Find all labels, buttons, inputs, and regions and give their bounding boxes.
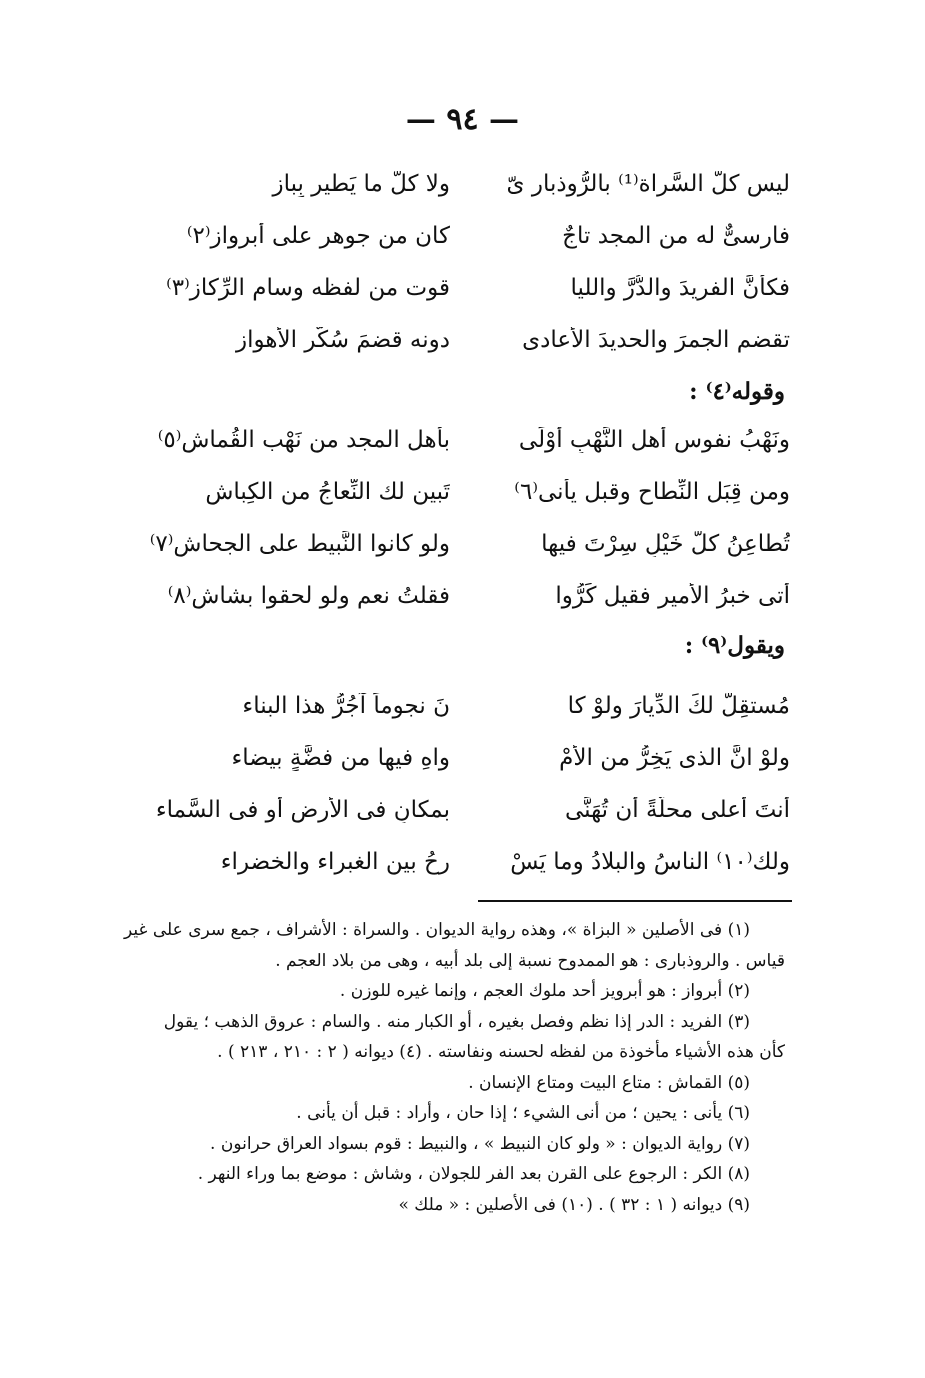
footnotes: [110, 915, 785, 1220]
poem-group-1: [150, 158, 790, 366]
verse-second-hemistich: نَ نجوماً آجُرُّ هذا البناء: [242, 693, 450, 719]
verse-first-hemistich: فكأنَّ الفريدَ والدُّرَّ والليا: [570, 275, 790, 301]
verse-first-hemistich: ومن قِبَل النِّطاح وقبل يأْنى⁽٦⁾: [514, 479, 790, 505]
footnote-line: (٢) أبرواز : هو أبرويز أحد ملوك العجم ، وإنما غيره للوزن .: [339, 981, 750, 1001]
verse-first-hemistich: فارسىٌّ له من المجد تاجٌ: [562, 223, 790, 249]
verse-second-hemistich: بأهل المجد من نَهْب القُماش⁽٥⁾: [157, 427, 450, 453]
verse-line: [150, 518, 790, 570]
verse-first-hemistich: ولوْ انَّ الذى يَخِرُّ من الأمْ: [559, 745, 790, 771]
footnote-divider: [478, 900, 792, 902]
verse-second-hemistich: دونه قضمَ سُكَّر الأهواز: [236, 327, 450, 353]
verse-second-hemistich: ولا كلُّ ما يَطير بِبازِ: [272, 171, 450, 197]
verse-first-hemistich: ليس كلُّ السَّراة⁽¹⁾ بالرُّوذبارِ ىّ: [506, 171, 790, 197]
footnote-line: (٥) القماش : متاع البيت ومتاع الإنسان .: [468, 1072, 750, 1093]
footnote-line: (٩) ديوانه ( ١ : ٣٢ ) . (١٠) فى الأصلين : « ملك »: [398, 1194, 750, 1215]
verse-second-hemistich: فقلتُ نعم ولو لحقوا بشاش⁽٨⁾: [167, 583, 450, 609]
footnote-line: قياس . والروذبارى : هو الممدوح نسبة إلى بلد أبيه ، وهى من بلاد العجم .: [275, 950, 785, 971]
page-number: — ٩٤ —: [405, 102, 520, 137]
verse-second-hemistich: تَبين لك النِّعاجُ من الكِباش: [205, 479, 450, 505]
verse-first-hemistich: تقضم الجمرَ والحديدَ الأعادى: [522, 327, 790, 353]
footnote-line: (٨) الكر : الرجوع على القرن بعد الفر للجولان ، وشاش : موضع بما وراء النهر .: [197, 1164, 750, 1184]
verse-line: [150, 210, 790, 262]
verse-line: [150, 414, 790, 466]
verse-first-hemistich: أنتَ أعلى محلَّةً أن تُهَنَّى: [564, 797, 790, 823]
verse-first-hemistich: مُستقِلٌّ لكَ الدِّيارَ ولوْ كا: [567, 693, 790, 719]
poem-group-2: [150, 414, 790, 622]
intro-heading: ويقول⁽٩⁾ :: [684, 632, 785, 659]
footnote-line: (١) فى الأصلين « البزاة »، وهذه رواية الديوان . والسراة : الأشراف ، جمع سرى على غير: [124, 920, 750, 940]
verse-second-hemistich: واهِ فيها من فضَّةٍ بيضاء: [231, 745, 450, 771]
footnote-line: (٦) يأنى : يحين ؛ من أنى الشيء ؛ إذا حان ، وأراد : قبل أن يأنى .: [296, 1103, 750, 1123]
verse-line: [150, 732, 790, 784]
footnote-line: كأن هذه الأشياء مأخوذة من لفظه لحسنه ونفاسته . (٤) ديوانه ( ٢ : ٢١٠ ، ٢١٣ ) .: [217, 1042, 785, 1062]
verse-line: [150, 466, 790, 518]
verse-line: [150, 784, 790, 836]
footnote-line: (٧) رواية الديوان : « ولو كان النبيط » ، والنبيط : قوم بسواد العراق حرانون .: [210, 1133, 750, 1154]
verse-first-hemistich: أتى خبرُ الأمير فقيل كَرُّوا: [555, 583, 790, 609]
poem-group-3: [150, 680, 790, 888]
verse-first-hemistich: ولك⁽١٠⁾ الناسُ والبلادُ وما يَسْ: [510, 849, 790, 875]
verse-first-hemistich: تُطاعِنُ كلُّ خَيْلٍ سِرْتَ فيها: [541, 531, 790, 557]
verse-second-hemistich: ولو كانوا النَّبيط على الجحاش⁽٧⁾: [150, 531, 450, 557]
verse-line: [150, 314, 790, 366]
footnote-line: (٣) الفريد : الدر إذا نظم وفصل بغيره ، أو الكبار منه . والسام : عروق الذهب ؛ يقول: [163, 1011, 750, 1032]
verse-line: [150, 262, 790, 314]
verse-second-hemistich: بمكانٍ فى الأرض أو فى السَّماء: [155, 797, 450, 823]
intro-heading: وقوله⁽٤⁾ :: [689, 378, 785, 405]
verse-line: [150, 570, 790, 622]
verse-first-hemistich: ونَهْبُ نفوس أهل النَّهْبِ أوْلَى: [518, 427, 790, 453]
verse-line: [150, 158, 790, 210]
verse-second-hemistich: قوت من لفظه وسام الرِّكاز⁽٣⁾: [166, 275, 450, 301]
verse-line: [150, 680, 790, 732]
verse-second-hemistich: رحُ بين الغبراء والخضراء: [220, 849, 450, 875]
verse-line: [150, 836, 790, 888]
verse-second-hemistich: كان من جوهر على أبرواز⁽٢⁾: [186, 223, 450, 249]
